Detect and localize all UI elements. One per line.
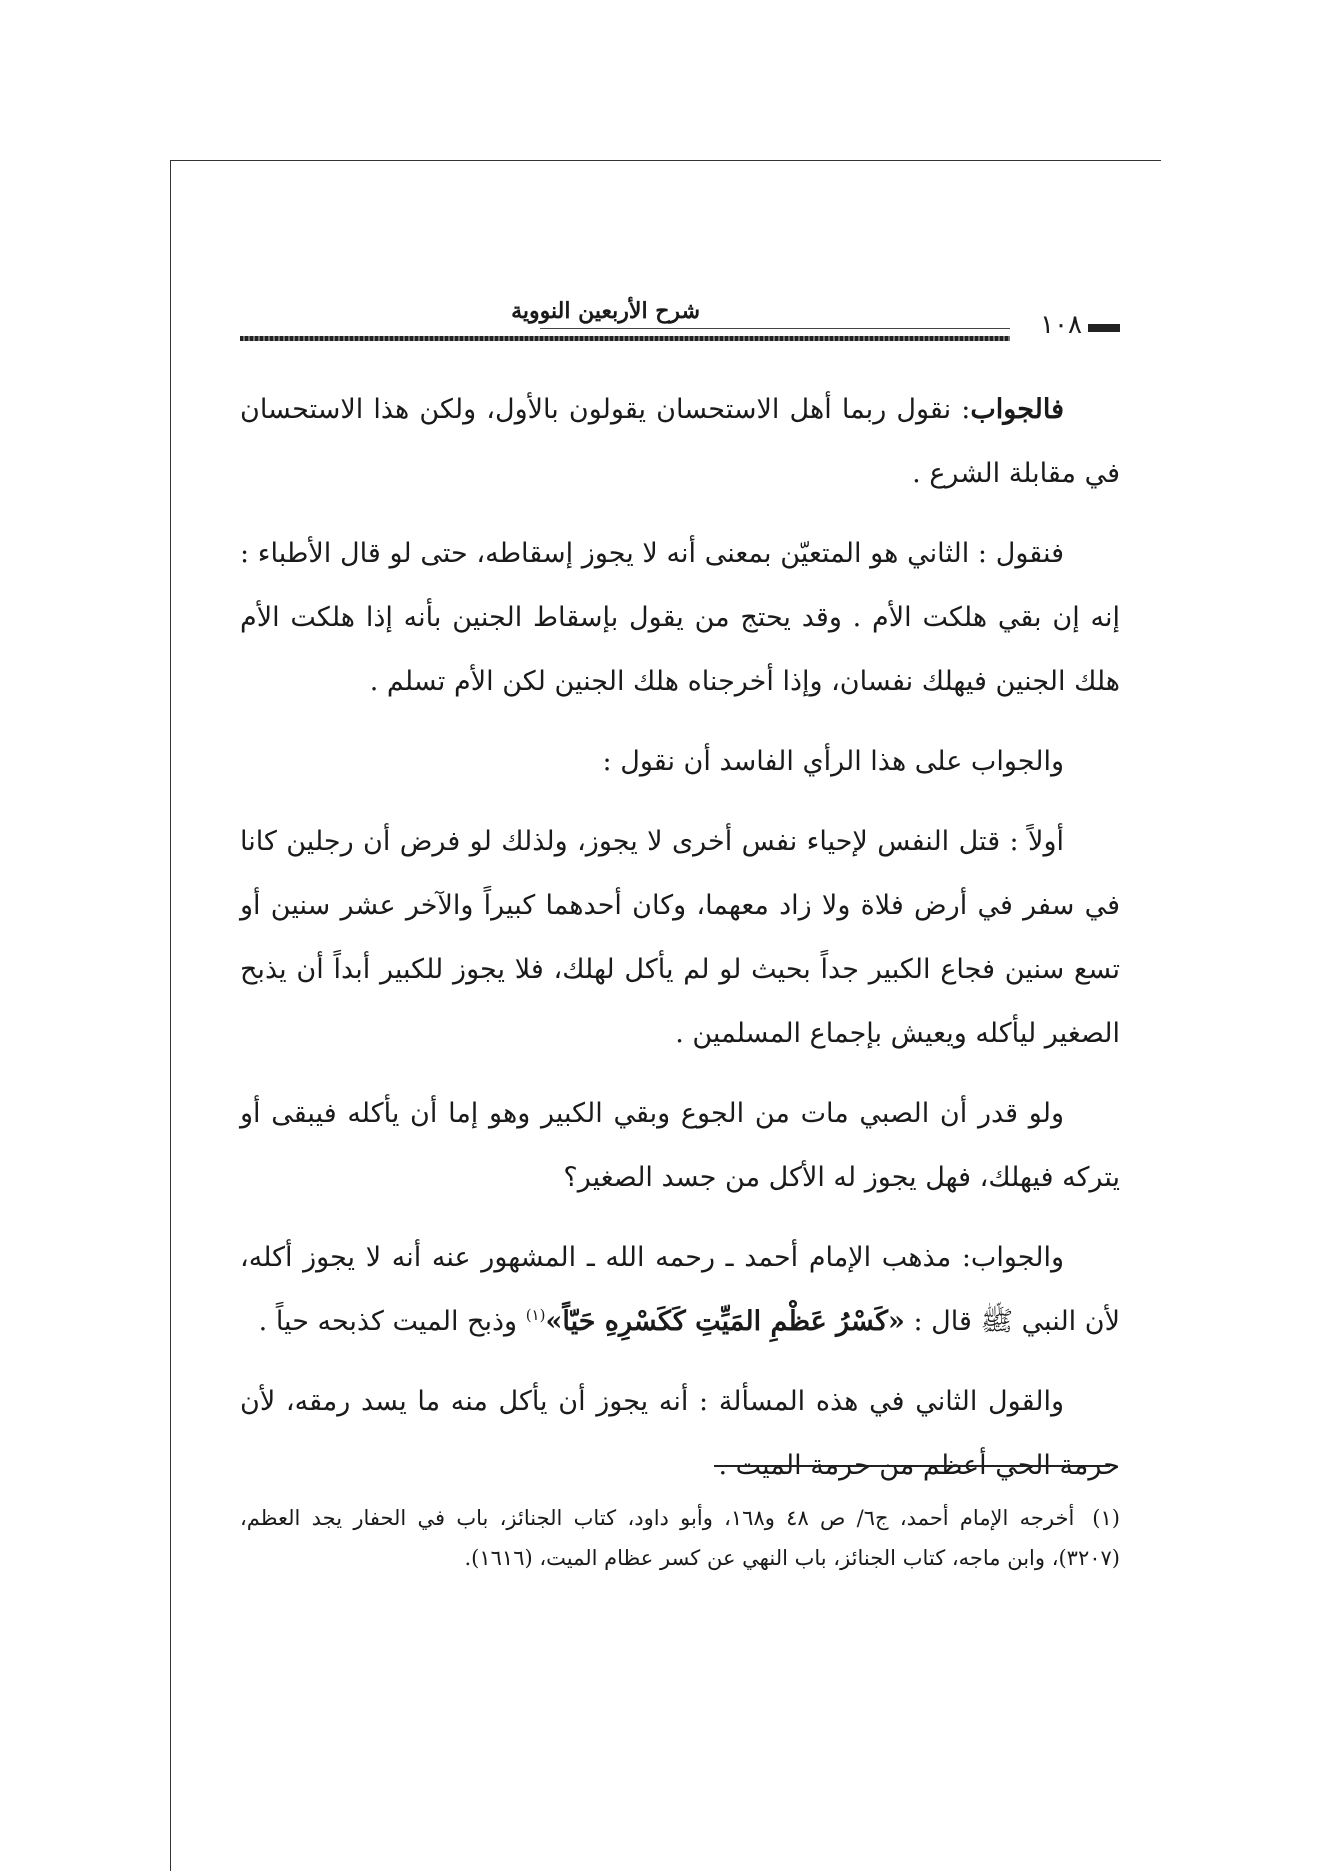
paragraph-5 <box>240 1082 1120 1210</box>
paragraph-text: والقول الثاني في هذه المسألة : أنه يجوز أن يأكل منه ما يسد رمقه، لأن حرمة الحي أعظم من حرمة الميت . <box>240 1386 1120 1481</box>
scan-border-left <box>170 160 171 1871</box>
paragraph-1 <box>240 378 1120 506</box>
page-number: ١٠٨ <box>1040 310 1082 340</box>
main-text <box>240 378 1120 1514</box>
paragraph-4 <box>240 810 1120 1066</box>
paragraph-text: ولو قدر أن الصبي مات من الجوع وبقي الكبير وهو إما أن يأكله فيبقى أو يتركه فيهلك، فهل يجوز له الأكل من جسد الصغير؟ <box>240 1098 1120 1193</box>
running-title: شرح الأربعين النووية <box>511 298 700 324</box>
header-mark <box>1088 324 1120 332</box>
paragraph-text: وذبح الميت كذبحه حياً . <box>258 1306 518 1337</box>
footnote-number: (١) <box>1092 1506 1120 1530</box>
paragraph-text: أولاً : قتل النفس لإحياء نفس أخرى لا يجوز، ولذلك لو فرض أن رجلين كانا في سفر في أرض فلاة ولا زاد معهما، وكان أحدهما كبيراً والآخر عشر سنين أو تسع سنين فجاع الكبير جداً بحيث لو لم يأكل لهلك، فلا يجوز للكبير أبداً أن يذبح الصغير ليأكله ويعيش بإجماع المسلمين . <box>240 826 1120 1049</box>
paragraph-3 <box>240 730 1120 794</box>
paragraph-2 <box>240 522 1120 714</box>
hadith-quote: «كَسْرُ عَظْمِ المَيِّتِ كَكَسْرِهِ حَيّاً» <box>545 1306 905 1337</box>
paragraph-text: والجواب: مذهب الإمام أحمد ـ رحمه الله ـ المشهور عنه أنه لا يجوز أكله، لأن النبي ﷺ قال : <box>240 1242 1120 1337</box>
scan-border-top <box>170 160 1161 161</box>
paragraph-lead: فالجواب <box>970 394 1064 425</box>
paragraph-text: : نقول ربما أهل الاستحسان يقولون بالأول، ولكن هذا الاستحسان في مقابلة الشرع . <box>240 394 1120 489</box>
paragraph-text: والجواب على هذا الرأي الفاسد أن نقول : <box>602 746 1064 777</box>
header-rule <box>240 336 1010 341</box>
footnote-reference[interactable]: (١) <box>525 1306 546 1324</box>
footnote-1 <box>240 1498 1120 1578</box>
paragraph-hadith <box>240 1226 1120 1354</box>
footnote-text: أخرجه الإمام أحمد، ج٦/ ص ٤٨ و١٦٨، وأبو داود، كتاب الجنائز، باب في الحفار يجد العظم، (٣٢٠٧)، وابن ماجه، كتاب الجنائز، باب النهي عن كسر عظام الميت، (١٦١٦). <box>240 1506 1120 1570</box>
page-header <box>240 298 1120 348</box>
paragraph-last <box>240 1370 1120 1498</box>
footnote-separator <box>714 1465 1110 1467</box>
header-rule-thin <box>540 328 1010 329</box>
footnotes <box>240 1498 1120 1578</box>
paragraph-text: فنقول : الثاني هو المتعيّن بمعنى أنه لا يجوز إسقاطه، حتى لو قال الأطباء : إنه إن بقي هلكت الأم . وقد يحتج من يقول بإسقاط الجنين بأنه إذا هلكت الأم هلك الجنين فيهلك نفسان، وإذا أخرجناه هلك الجنين لكن الأم تسلم . <box>240 538 1120 697</box>
